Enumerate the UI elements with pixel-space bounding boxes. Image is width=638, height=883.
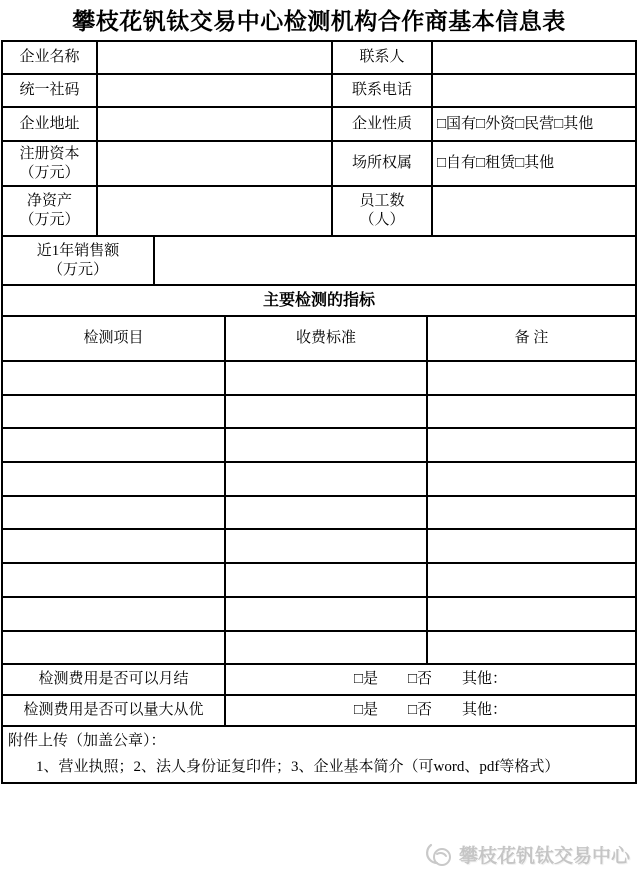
indicator-col-note: 备 注 [426,317,635,360]
employees-label-line1: 员工数 [359,193,405,210]
premises-label: 场所权属 [331,142,431,185]
brand-watermark [424,841,630,868]
indicator-item-cell[interactable] [3,429,224,461]
net-assets-label-line2: （万元） [19,212,80,228]
row-indicator-headers [3,315,635,360]
indicator-item-cell[interactable] [3,362,224,394]
company-name-input-cell[interactable] [96,42,331,73]
nature-checkbox-options[interactable]: □国有□外资□民营□其他 [431,108,635,140]
indicator-row [3,461,635,495]
indicator-fee-cell[interactable] [224,396,426,428]
indicator-note-cell[interactable] [426,564,635,596]
indicator-fee-cell[interactable] [224,362,426,394]
indicators-section-title: 主要检测的指标 [262,291,375,309]
sales-label [3,237,153,284]
address-label: 企业地址 [19,115,80,132]
indicator-fee-cell[interactable] [224,463,426,495]
indicator-row [3,394,635,428]
row-indicators-title [3,284,635,315]
indicator-row [3,596,635,630]
indicator-row [3,630,635,664]
info-form [1,40,637,784]
indicator-row [3,360,635,394]
unified-code-label: 统一社码 [19,82,80,99]
indicator-fee-cell[interactable] [224,564,426,596]
reg-capital-label-line2: （万元） [19,164,80,181]
indicator-item-cell[interactable] [3,497,224,529]
attachments-note-line1: 附件上传（加盖公章）： [8,733,166,750]
indicator-row [3,562,635,596]
sales-input-cell[interactable] [153,237,635,284]
phone-input-cell[interactable] [431,75,635,106]
indicator-item-cell[interactable] [3,564,224,596]
indicator-note-cell[interactable] [426,362,635,394]
premises-checkbox-options[interactable]: □自有□租赁□其他 [431,142,635,185]
row-unified-code [3,73,635,106]
phone-label: 联系电话 [331,75,431,106]
indicator-fee-cell[interactable] [224,497,426,529]
brand-watermark-text: 攀枝花钒钛交易中心 [458,846,630,867]
indicator-note-cell[interactable] [426,429,635,461]
employees-label [331,187,431,235]
net-assets-label-line1: 净资产 [26,193,72,210]
indicator-note-cell[interactable] [426,598,635,630]
row-reg-capital [3,140,635,185]
employees-label-line2: （人） [359,212,405,228]
attachments-note-line2: 1、营业执照；2、法人身份证复印件；3、企业基本简介（可word、pdf等格式） [36,758,560,775]
indicator-item-cell[interactable] [3,463,224,495]
reg-capital-label [3,142,96,185]
indicator-item-cell[interactable] [3,632,224,664]
attachments-note [3,727,635,782]
indicator-row [3,528,635,562]
indicator-note-cell[interactable] [426,497,635,529]
indicator-note-cell[interactable] [426,463,635,495]
row-sales [3,235,635,284]
indicator-item-cell[interactable] [3,598,224,630]
address-input-cell[interactable] [96,108,331,140]
reg-capital-label-line1: 注册资本 [19,145,80,162]
net-assets-label [3,187,96,235]
indicator-row [3,495,635,529]
indicator-note-cell[interactable] [426,632,635,664]
row-company-name [3,42,635,73]
row-bulk-discount [3,694,635,725]
bulk-discount-label: 检测费用是否可以量大从优 [23,702,204,719]
unified-code-input-cell[interactable] [96,75,331,106]
employees-input-cell[interactable] [431,187,635,235]
indicator-note-cell[interactable] [426,530,635,562]
nature-label: 企业性质 [331,108,431,140]
indicator-col-item: 检测项目 [83,330,144,347]
contact-label: 联系人 [331,42,431,73]
indicator-fee-cell[interactable] [224,429,426,461]
bulk-discount-checkbox-options[interactable]: □是 □否 其他： [224,696,635,725]
indicator-item-cell[interactable] [3,530,224,562]
row-attachments [3,725,635,782]
row-address [3,106,635,140]
sales-label-line1: 近1年销售额 [36,242,120,259]
row-net-assets [3,185,635,235]
indicator-item-cell[interactable] [3,396,224,428]
contact-input-cell[interactable] [431,42,635,73]
reg-capital-input-cell[interactable] [96,142,331,185]
indicator-fee-cell[interactable] [224,530,426,562]
monthly-billing-checkbox-options[interactable]: □是 □否 其他： [224,665,635,694]
company-name-label: 企业名称 [19,49,80,66]
indicator-row [3,427,635,461]
row-monthly-billing [3,663,635,694]
indicator-col-fee: 收费标准 [224,317,426,360]
indicator-fee-cell[interactable] [224,632,426,664]
brand-logo-icon [424,842,454,868]
form-title: 攀枝花钒钛交易中心检测机构合作商基本信息表 [72,9,566,34]
indicator-empty-rows [3,360,635,663]
monthly-billing-label: 检测费用是否可以月结 [38,671,189,688]
indicator-note-cell[interactable] [426,396,635,428]
sales-label-line2: （万元） [47,261,108,278]
net-assets-input-cell[interactable] [96,187,331,235]
indicator-fee-cell[interactable] [224,598,426,630]
